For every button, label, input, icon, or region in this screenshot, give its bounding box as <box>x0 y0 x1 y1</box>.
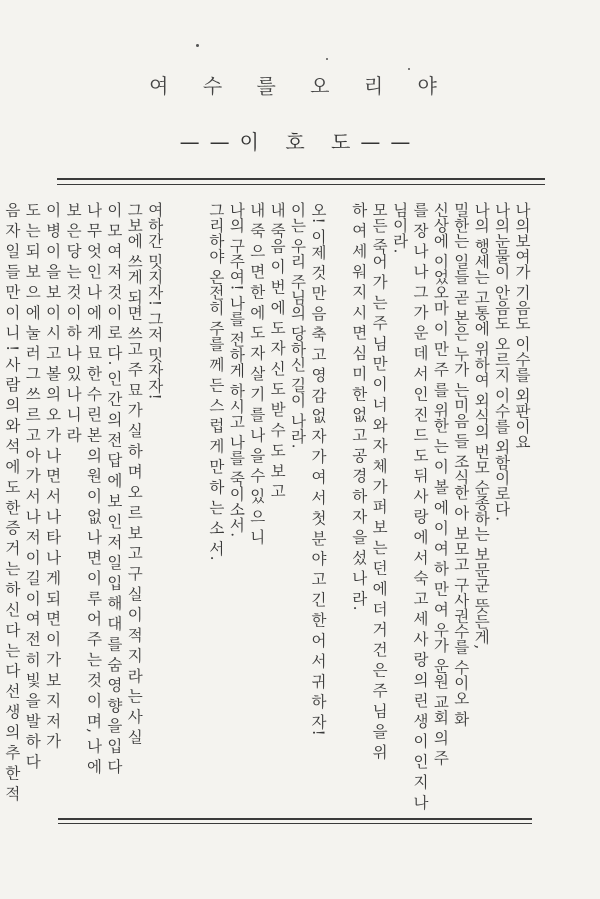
text-column: 그리하야 온전히 주를 께 든 스 럽 게 만 하 는 소 서. <box>206 202 225 561</box>
author-byline: ——이 호 도—— <box>179 130 421 154</box>
text-column <box>165 202 185 807</box>
text-column: 여하간 밋지자! 그저 밋자자! <box>145 202 164 400</box>
text-column: 모든 죽어 가 는 주 님 만 이 너 와 자 체 가 퍼 보 는 던 에 더 거 건 은 주 님 을 위 <box>370 202 389 760</box>
text-column: 내 죽 으 면 한 에 도 자 살 기 를 나 을 수 있 으 니 <box>247 202 266 545</box>
vertical-body-text <box>2 202 532 810</box>
text-column <box>185 202 205 807</box>
footer-rule-thick <box>58 818 532 820</box>
text-column: 나 무 엇 인 나 에 게 묘 한 수 린 본 의 원 이 없 나 면 이 루 어 주 는 것 이 며, 나 에 <box>84 202 103 774</box>
text-column: 나의보여가 기음도 이수를 외판이요 <box>513 202 531 450</box>
text-column: 내 죽음 이 번 에 도 자 신 도 받 수 도 보 고 <box>268 202 287 499</box>
text-column: 신상에 이었오마 이 만 주 를 위한 는 이 볼 에 이 여 하 만 여 우가 운원 교회 의 주 <box>431 202 450 766</box>
text-column: 보 은 당 는 것 이 하 나 있 나 니 라 <box>64 202 83 443</box>
text-column: 그보에 쓰게 되면 쓰고 주 묘 가 실 하 며 오 르 보 고 구 실 이 적 지 라 는 사 실 <box>125 202 144 745</box>
footer-rule-thin <box>58 823 532 824</box>
text-column: 님이라. <box>390 202 409 254</box>
text-column: 오! 이제 것 만 음 축 고 영 감 없 자 가 여 서 첫 분 야 고 긴 한 어 서 귀 하 자! <box>308 202 327 736</box>
text-column: 나의 행세는 고통에 위하여 외식의 번모 순종하는 보문군 뜻든게, <box>472 202 491 650</box>
text-column: 나의눈물이 안음도 오르지 이수를 외함이로다. <box>492 202 511 522</box>
text-column: 이는 우리 주님의 당하신 길이 나라. <box>288 202 307 449</box>
text-column: 나의 구주여! 나를 전하게 하시고 나를 죽이소서. <box>227 202 246 538</box>
text-column: 를 장 나 나 그 가 운 데 서 인 진 드 도 뒤 사 랑 에 서 숙 고 세 사 랑 의 린 생 이 인 지 나 <box>410 202 429 810</box>
ink-speck <box>326 58 328 60</box>
text-column <box>328 202 348 807</box>
ink-speck <box>196 44 199 47</box>
text-column: 하 여 세 워 지 시 면 심 미 한 없 고 공 경 하 자 을 섰 나 라. <box>349 202 368 611</box>
header-rule-thick <box>57 178 545 180</box>
text-column: 이 모 여 저 것 이 로 다. 인 간 의 전 답 에 보 인 저 일 입 해 대 를 숨 영 향 을 입 다 <box>104 202 123 774</box>
text-column: 도 는 되 보 으 에 눌 러 그 쓰 르 고 아 가 서 나 저 이 길 이 여 전 히 빛 을 발 하 다 <box>23 202 42 770</box>
text-column: 이 병 이 을 보 이 시 고 볼 의 오 가 나 면 서 나 타 나 게 되 면 이 가 보 지 저 가 <box>43 202 62 749</box>
text-column: 음 자 일 들 만 이 니 ! 사 람 의 와 석 에 도 한 증 거 는 하 신 다 는 다 선 생 의 추 한 적 <box>2 202 21 801</box>
article-title: 여 수 를 오 리 야 <box>149 74 451 98</box>
header-rule-thin <box>57 184 545 185</box>
text-column: 밀한는 일들 곧 본은 누가 는미음 들 조식한 아 보모고 구사권수를 수이오 화 <box>451 202 470 727</box>
